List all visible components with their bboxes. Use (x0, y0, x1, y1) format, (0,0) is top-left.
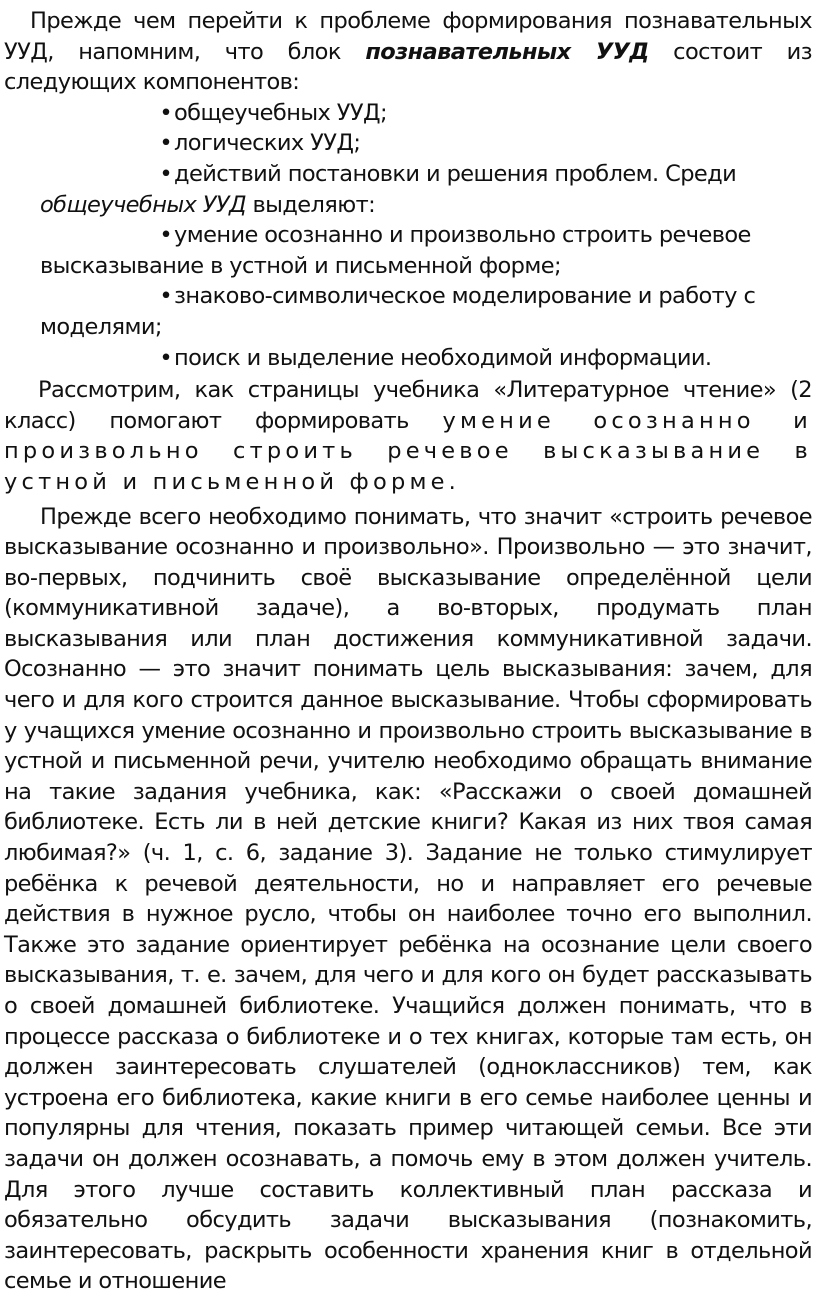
among-line (4, 190, 812, 221)
bullet-glyph: • (159, 283, 172, 310)
bullet-glyph: • (159, 99, 172, 126)
bullet-glyph: • (159, 222, 172, 249)
bullet-glyph: • (159, 344, 172, 371)
skill-item-3 (4, 343, 812, 374)
paragraph-textbook (4, 375, 812, 497)
component-item-3 (4, 159, 812, 190)
skill-text: поиск и выделение необходимой информации. (174, 344, 712, 371)
intro-emphasis: познавательных УУД (365, 38, 649, 65)
among-emphasis: общеучебных УУД (40, 191, 246, 218)
skill-text: умение осознанно и произвольно строить речевое (174, 222, 751, 249)
bullet-glyph: • (159, 130, 172, 157)
paragraph-main: Прежде всего необходимо понимать, что значит «строить речевое высказывание осознанно и произвольно». Произвольно — это значит, во-первых, подчинить своё высказывание определённой цели (коммуникативной задаче), а во-вторых, продумать план высказывания или план достижения коммуникативной задачи. Осознанно — это значит понимать цель высказывания: зачем, для чего и для кого строится данное высказывание. Чтобы сформировать у учащихся умение осознанно и произвольно строить высказывание в устной и письменной речи, учителю необходимо обращать внимание на такие задания учебника, как: «Расскажи о своей домашней библиотеке. Есть ли в ней детские книги? Какая из них твоя самая любимая?» (ч. 1, с. 6, задание 3). Задание не только стимулирует ребёнка к речевой деятельности, но и направляет его речевые действия в нужное русло, чтобы он наиболее точно его выполнил. Также это задание ориентирует ребёнка на осознание цели своего высказывания, т. е. зачем, для чего и для кого он будет рассказывать о своей домашней библиотеке. Учащийся должен понимать, что в процессе рассказа о библиотеке и о тех книгах, которые там есть, он должен заинтересовать слушателей (одноклассников) тем, как устроена его библиотека, какие книги в его семье наиболее ценны и популярны для чтения, показать пример читающей семьи. Все эти задачи он должен осознавать, а помочь ему в этом должен учитель. Для этого лучше составить коллективный план рассказа и обязательно обсудить задачи высказывания (познакомить, заинтересовать, раскрыть особенности хранения книг в отдельной семье и отношение (4, 503, 812, 1295)
among-text: выделяют: (245, 191, 376, 218)
skill-text: знаково-символическое моделирование и работу с (174, 283, 756, 310)
skill-continuation: моделями; (40, 313, 162, 340)
intro-text-start: Прежде чем перейти к проблеме формирования познавательных УУД, напомним, что блок (4, 8, 812, 65)
component-item-1 (4, 98, 812, 129)
skill-item-2 (4, 281, 812, 312)
component-text: логических УУД; (174, 130, 361, 157)
component-text: действий постановки и решения проблем. Среди (174, 160, 737, 187)
intro-paragraph (4, 6, 812, 98)
skill-continuation: высказывание в устной и письменной форме; (40, 252, 561, 279)
skill-item-1 (4, 220, 812, 251)
component-item-2 (4, 128, 812, 159)
component-text: общеучебных УУД; (174, 99, 387, 126)
bullet-glyph: • (159, 160, 172, 187)
paragraph-textbook-lead: Рассмотрим, как страницы учебника «Литературное чтение» (2 класс) помогают формировать (4, 377, 812, 434)
intro-text-end: состоит из следующих компонентов: (4, 38, 812, 96)
paragraph-textbook-spaced: умение осознанно и произвольно строить речевое высказывание в устной и письменной форме. (4, 407, 813, 495)
